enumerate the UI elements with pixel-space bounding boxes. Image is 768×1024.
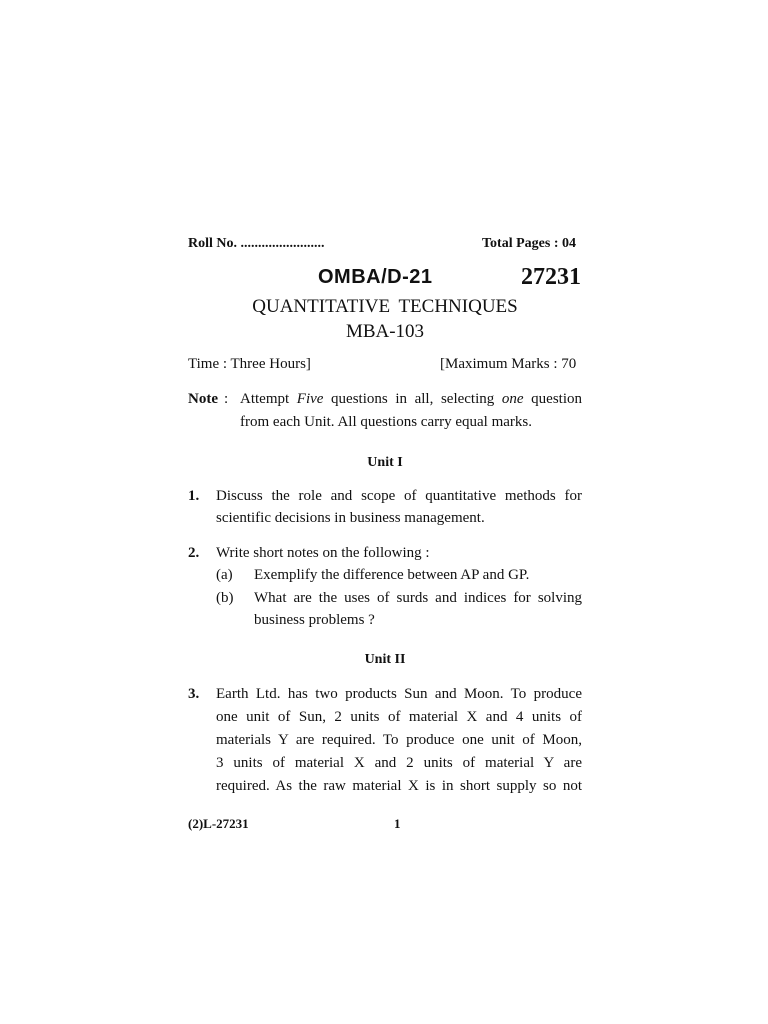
roll-number-field: Roll No. ........................ [188, 236, 325, 251]
unit-2-heading [0, 652, 768, 668]
question-3-line-3: materials Y are required. To produce one unit of Moon, [216, 732, 582, 748]
note-text-1: Attempt [240, 391, 290, 407]
unit-1-heading-text: Unit I [367, 455, 403, 470]
subject-title-text: QUANTITATIVE TECHNIQUES [252, 296, 518, 317]
note-emphasis-one: one [501, 391, 524, 407]
total-pages: Total Pages : 04 [482, 236, 576, 251]
question-2a-label: (a) [216, 567, 233, 583]
note-line-1 [240, 391, 582, 408]
time-allowed: Time : Three Hours] [188, 356, 311, 372]
question-1-line-1: Discuss the role and scope of quantitative methods for [216, 488, 582, 504]
note-emphasis-five: Five [296, 391, 324, 407]
paper-number: 27231 [521, 264, 581, 290]
question-2-line-1: Write short notes on the following : [216, 545, 430, 561]
question-1-number: 1. [188, 488, 200, 504]
unit-2-heading-text: Unit II [364, 652, 406, 667]
note-text-3: question [531, 391, 582, 407]
question-2b-line-2: business problems ? [254, 612, 375, 628]
question-2-number: 2. [188, 545, 200, 561]
note-colon: : [224, 391, 229, 407]
footer-paper-code: (2)L-27231 [188, 816, 249, 831]
question-2b-label: (b) [216, 590, 234, 606]
question-3-line-4: 3 units of material X and 2 units of material Y are [216, 755, 582, 771]
course-code [0, 321, 768, 343]
maximum-marks: [Maximum Marks : 70 [440, 356, 577, 372]
page-number: 1 [394, 816, 401, 831]
note-text-2: questions in all, selecting [331, 391, 495, 407]
subject-title [0, 296, 768, 318]
question-3-line-1: Earth Ltd. has two products Sun and Moon. To produce [216, 686, 582, 702]
question-3-number: 3. [188, 686, 200, 702]
course-code-text: MBA-103 [345, 321, 425, 342]
exam-code: OMBA/D-21 [318, 266, 433, 288]
question-2a-text: Exemplify the difference between AP and GP. [254, 567, 530, 583]
question-1-line-2: scientific decisions in business management. [216, 510, 485, 526]
question-2b-line-1: What are the uses of surds and indices for solving [254, 590, 582, 606]
question-3-line-5: required. As the raw material X is in short supply so not [216, 778, 582, 794]
question-3-line-2: one unit of Sun, 2 units of material X and 4 units of [216, 709, 582, 725]
note-line-2: from each Unit. All questions carry equal marks. [240, 414, 533, 430]
note-label: Note [188, 391, 218, 407]
unit-1-heading [0, 455, 768, 471]
